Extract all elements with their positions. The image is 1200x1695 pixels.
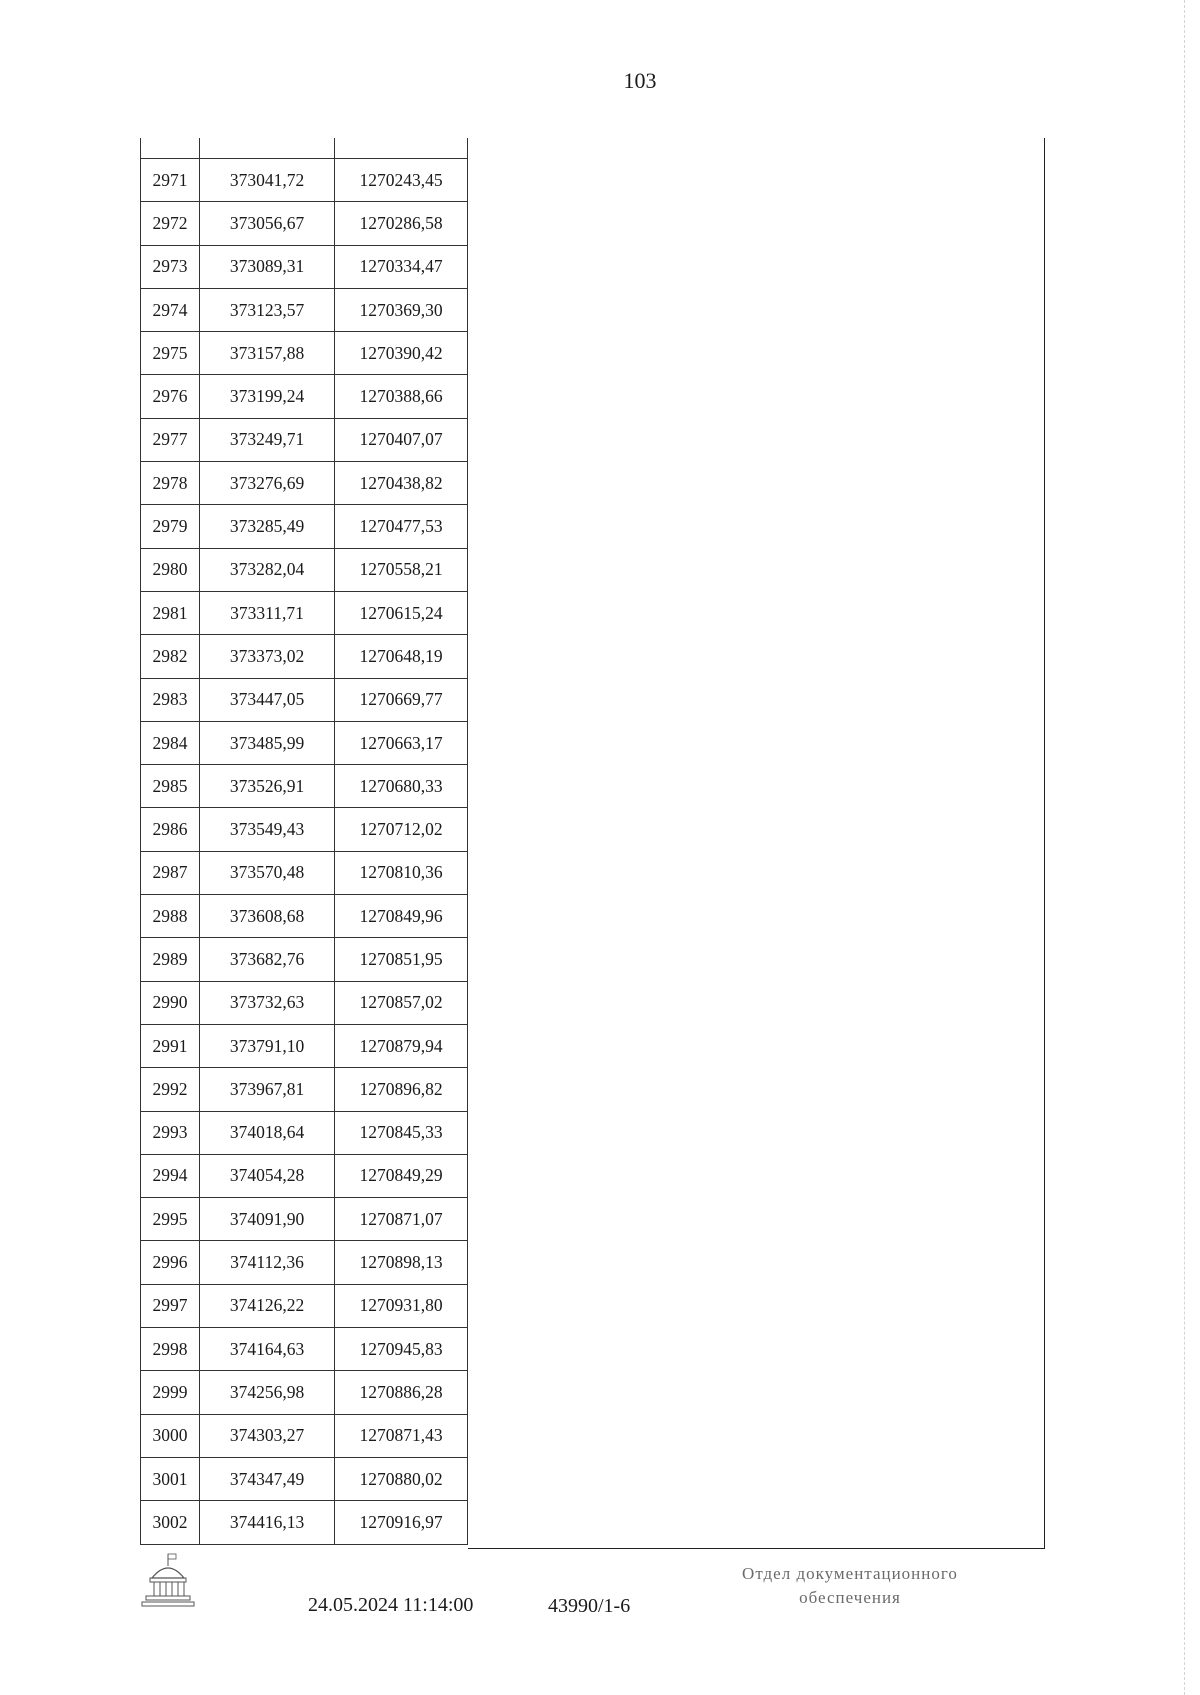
y-coordinate-cell: 1270845,33 — [335, 1111, 468, 1154]
table-row — [141, 288, 468, 331]
point-number-cell: 3002 — [141, 1501, 200, 1544]
table-row — [141, 1154, 468, 1197]
x-coordinate-cell: 374416,13 — [200, 1501, 335, 1544]
x-coordinate-cell: 374091,90 — [200, 1198, 335, 1241]
x-coordinate-cell: 373549,43 — [200, 808, 335, 851]
x-coordinate-cell: 374054,28 — [200, 1154, 335, 1197]
table-row — [141, 1457, 468, 1500]
x-coordinate-cell: 373791,10 — [200, 1024, 335, 1067]
table-row — [141, 765, 468, 808]
x-coordinate-cell: 374303,27 — [200, 1414, 335, 1457]
point-number-cell: 2980 — [141, 548, 200, 591]
table-row — [141, 678, 468, 721]
x-coordinate-cell: 373732,63 — [200, 981, 335, 1024]
x-coordinate-cell: 374256,98 — [200, 1371, 335, 1414]
table-row — [141, 1328, 468, 1371]
x-coordinate-cell: 373056,67 — [200, 202, 335, 245]
document-number: 43990/1-6 — [548, 1595, 631, 1617]
table-row — [141, 1024, 468, 1067]
y-coordinate-cell: 1270388,66 — [335, 375, 468, 418]
y-coordinate-cell: 1270243,45 — [335, 159, 468, 202]
point-number-cell: 2974 — [141, 288, 200, 331]
x-coordinate-cell: 374164,63 — [200, 1328, 335, 1371]
table-row — [141, 635, 468, 678]
x-coordinate-cell: 373447,05 — [200, 678, 335, 721]
y-coordinate-cell: 1270851,95 — [335, 938, 468, 981]
table-row — [141, 1284, 468, 1327]
point-number-cell: 2995 — [141, 1198, 200, 1241]
y-coordinate-cell: 1270648,19 — [335, 635, 468, 678]
x-coordinate-cell: 374347,49 — [200, 1457, 335, 1500]
point-number-cell: 2991 — [141, 1024, 200, 1067]
y-coordinate-cell: 1270663,17 — [335, 721, 468, 764]
table-row — [141, 159, 468, 202]
point-number-cell: 2982 — [141, 635, 200, 678]
y-coordinate-cell: 1270334,47 — [335, 245, 468, 288]
point-number-cell: 2985 — [141, 765, 200, 808]
table-row — [141, 808, 468, 851]
table-row — [141, 1241, 468, 1284]
y-coordinate-cell: 1270712,02 — [335, 808, 468, 851]
table-row — [141, 1198, 468, 1241]
point-number-cell: 2996 — [141, 1241, 200, 1284]
point-number-cell: 2989 — [141, 938, 200, 981]
point-number-cell: 2992 — [141, 1068, 200, 1111]
table-row — [141, 591, 468, 634]
x-coordinate-cell: 373089,31 — [200, 245, 335, 288]
x-coordinate-cell: 373682,76 — [200, 938, 335, 981]
x-coordinate-cell: 373570,48 — [200, 851, 335, 894]
table-row — [141, 375, 468, 418]
x-coordinate-cell: 373123,57 — [200, 288, 335, 331]
point-number-cell: 2984 — [141, 721, 200, 764]
x-coordinate-cell: 373199,24 — [200, 375, 335, 418]
x-coordinate-cell: 373608,68 — [200, 895, 335, 938]
point-number-cell: 2998 — [141, 1328, 200, 1371]
table-row — [141, 851, 468, 894]
point-number-cell: 2986 — [141, 808, 200, 851]
y-coordinate-cell: 1270871,43 — [335, 1414, 468, 1457]
y-coordinate-cell: 1270810,36 — [335, 851, 468, 894]
point-number-cell: 2997 — [141, 1284, 200, 1327]
point-number-cell: 2988 — [141, 895, 200, 938]
y-coordinate-cell: 1270879,94 — [335, 1024, 468, 1067]
stamp-line-1: Отдел документационного — [742, 1564, 958, 1583]
y-coordinate-cell: 1270558,21 — [335, 548, 468, 591]
x-coordinate-cell: 373526,91 — [200, 765, 335, 808]
y-coordinate-cell: 1270390,42 — [335, 332, 468, 375]
coordinates-table — [140, 138, 468, 1545]
y-coordinate-cell: 1270407,07 — [335, 418, 468, 461]
x-coordinate-cell: 374112,36 — [200, 1241, 335, 1284]
x-coordinate-cell: 373285,49 — [200, 505, 335, 548]
point-number-cell: 2976 — [141, 375, 200, 418]
x-coordinate-cell: 373967,81 — [200, 1068, 335, 1111]
point-number-cell: 2978 — [141, 462, 200, 505]
y-coordinate-cell: 1270945,83 — [335, 1328, 468, 1371]
table-row — [141, 981, 468, 1024]
table-row — [141, 245, 468, 288]
table-frame — [468, 138, 1045, 1549]
x-coordinate-cell: 373249,71 — [200, 418, 335, 461]
table-row — [141, 202, 468, 245]
table-row — [141, 895, 468, 938]
point-number-cell: 2973 — [141, 245, 200, 288]
point-number-cell: 2972 — [141, 202, 200, 245]
x-coordinate-cell: 373276,69 — [200, 462, 335, 505]
point-number-cell: 3000 — [141, 1414, 200, 1457]
y-coordinate-cell: 1270898,13 — [335, 1241, 468, 1284]
department-stamp — [700, 1562, 1000, 1610]
point-number-cell: 2977 — [141, 418, 200, 461]
y-coordinate-cell: 1270880,02 — [335, 1457, 468, 1500]
y-coordinate-cell: 1270680,33 — [335, 765, 468, 808]
scan-edge-artifact — [1184, 0, 1186, 1695]
duma-emblem-icon — [140, 1552, 196, 1610]
stamp-line-2: обеспечения — [799, 1588, 901, 1607]
y-coordinate-cell: 1270477,53 — [335, 505, 468, 548]
y-coordinate-cell: 1270615,24 — [335, 591, 468, 634]
x-coordinate-cell: 373157,88 — [200, 332, 335, 375]
y-coordinate-cell: 1270871,07 — [335, 1198, 468, 1241]
y-coordinate-cell: 1270916,97 — [335, 1501, 468, 1544]
x-coordinate-cell: 373373,02 — [200, 635, 335, 678]
point-number-cell: 2999 — [141, 1371, 200, 1414]
y-coordinate-cell: 1270669,77 — [335, 678, 468, 721]
x-coordinate-cell: 374126,22 — [200, 1284, 335, 1327]
y-coordinate-cell: 1270896,82 — [335, 1068, 468, 1111]
point-number-cell: 2979 — [141, 505, 200, 548]
point-number-cell: 2994 — [141, 1154, 200, 1197]
y-coordinate-cell: 1270886,28 — [335, 1371, 468, 1414]
point-number-cell: 2981 — [141, 591, 200, 634]
x-coordinate-cell: 373311,71 — [200, 591, 335, 634]
table-row — [141, 938, 468, 981]
point-number-cell: 2983 — [141, 678, 200, 721]
point-number-cell: 2993 — [141, 1111, 200, 1154]
y-coordinate-cell: 1270286,58 — [335, 202, 468, 245]
x-coordinate-cell: 373041,72 — [200, 159, 335, 202]
y-coordinate-cell: 1270931,80 — [335, 1284, 468, 1327]
table-row — [141, 548, 468, 591]
x-coordinate-cell: 373282,04 — [200, 548, 335, 591]
table-row — [141, 1111, 468, 1154]
x-coordinate-cell: 374018,64 — [200, 1111, 335, 1154]
table-row — [141, 1501, 468, 1544]
table-row — [141, 332, 468, 375]
point-number-cell: 2990 — [141, 981, 200, 1024]
table-row — [141, 505, 468, 548]
table-row — [141, 418, 468, 461]
point-number-cell: 2987 — [141, 851, 200, 894]
point-number-cell: 3001 — [141, 1457, 200, 1500]
y-coordinate-cell: 1270849,29 — [335, 1154, 468, 1197]
table-row — [141, 721, 468, 764]
y-coordinate-cell: 1270857,02 — [335, 981, 468, 1024]
y-coordinate-cell: 1270849,96 — [335, 895, 468, 938]
print-timestamp: 24.05.2024 11:14:00 — [308, 1594, 474, 1616]
point-number-cell: 2971 — [141, 159, 200, 202]
table-row — [141, 1414, 468, 1457]
table-header-stub — [141, 138, 468, 159]
table-row — [141, 1068, 468, 1111]
x-coordinate-cell: 373485,99 — [200, 721, 335, 764]
y-coordinate-cell: 1270438,82 — [335, 462, 468, 505]
table-row — [141, 1371, 468, 1414]
page-number: 103 — [623, 68, 657, 93]
y-coordinate-cell: 1270369,30 — [335, 288, 468, 331]
table-row — [141, 462, 468, 505]
point-number-cell: 2975 — [141, 332, 200, 375]
